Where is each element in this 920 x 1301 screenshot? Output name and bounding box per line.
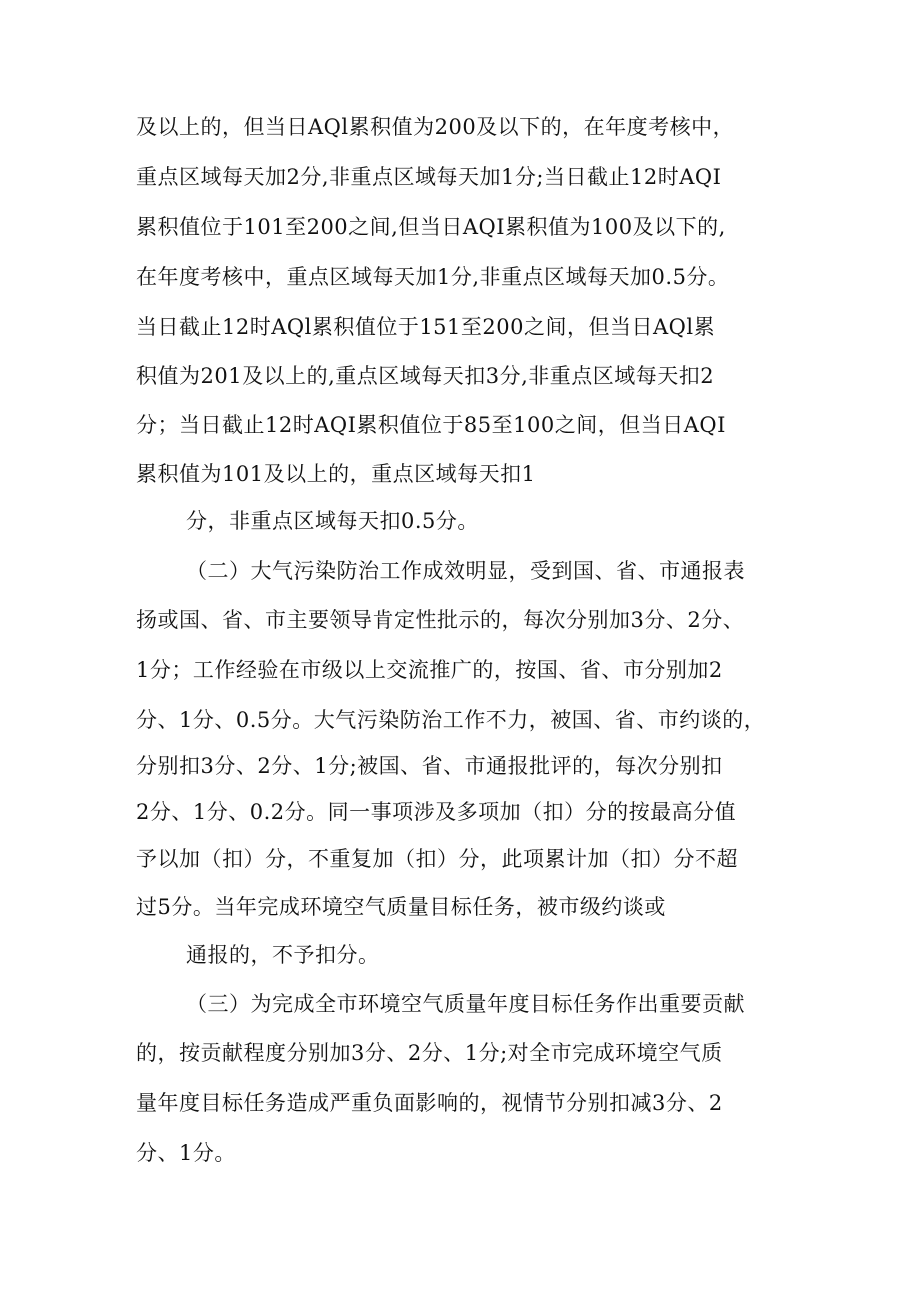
- section-heading-line: （三）为完成全市环境空气质量年度目标任务作出重要贡献: [186, 992, 745, 1016]
- section-heading-line: （二）大气污染防治工作成效明显，受到国、省、市通报表: [186, 559, 745, 583]
- paragraph-line: 分别扣3分、2分、1分;被国、省、市通报批评的，每次分别扣: [136, 754, 723, 778]
- paragraph-line: 在年度考核中，重点区域每天加1分,非重点区域每天加0.5分。: [136, 265, 730, 289]
- paragraph-line: 重点区域每天加2分,非重点区域每天加1分;当日截止12时AQI: [136, 165, 722, 189]
- paragraph-line: 量年度目标任务造成严重负面影响的，视情节分别扣减3分、2: [136, 1091, 723, 1115]
- paragraph-line: 及以上的，但当日AQl累积值为200及以下的，在年度考核中，: [136, 115, 735, 139]
- paragraph-line: 分；当日截止12时AQI累积值位于85至100之间，但当日AQI: [136, 413, 726, 437]
- paragraph-line: 当日截止12时AQl累积值位于151至200之间，但当日AQl累: [136, 315, 716, 339]
- paragraph-line: 2分、1分、0.2分。同一事项涉及多项加（扣）分的按最高分值: [136, 800, 737, 824]
- paragraph-line: 的，按贡献程度分别加3分、2分、1分;对全市完成环境空气质: [136, 1041, 723, 1065]
- paragraph-line: 分、1分、0.5分。大气污染防治工作不力，被国、省、市约谈的，: [136, 708, 766, 732]
- paragraph-line: 予以加（扣）分，不重复加（扣）分，此项累计加（扣）分不超: [136, 847, 738, 871]
- paragraph-line: 累积值位于101至200之间,但当日AQI累积值为100及以下的,: [136, 215, 726, 239]
- paragraph-line: 累积值为101及以上的，重点区域每天扣1: [136, 462, 536, 486]
- paragraph-line: 扬或国、省、市主要领导肯定性批示的，每次分别加3分、2分、: [136, 608, 745, 632]
- paragraph-line: 过5分。当年完成环境空气质量目标任务，被市级约谈或: [136, 895, 666, 919]
- paragraph-line: 1分；工作经验在市级以上交流推广的，按国、省、市分别加2: [136, 658, 723, 682]
- paragraph-line: 通报的，不予扣分。: [186, 943, 380, 967]
- paragraph-line: 分，非重点区域每天扣0.5分。: [186, 509, 479, 533]
- paragraph-line: 积值为201及以上的,重点区域每天扣3分,非重点区域每天扣2: [136, 364, 715, 388]
- paragraph-line: 分、1分。: [136, 1141, 236, 1165]
